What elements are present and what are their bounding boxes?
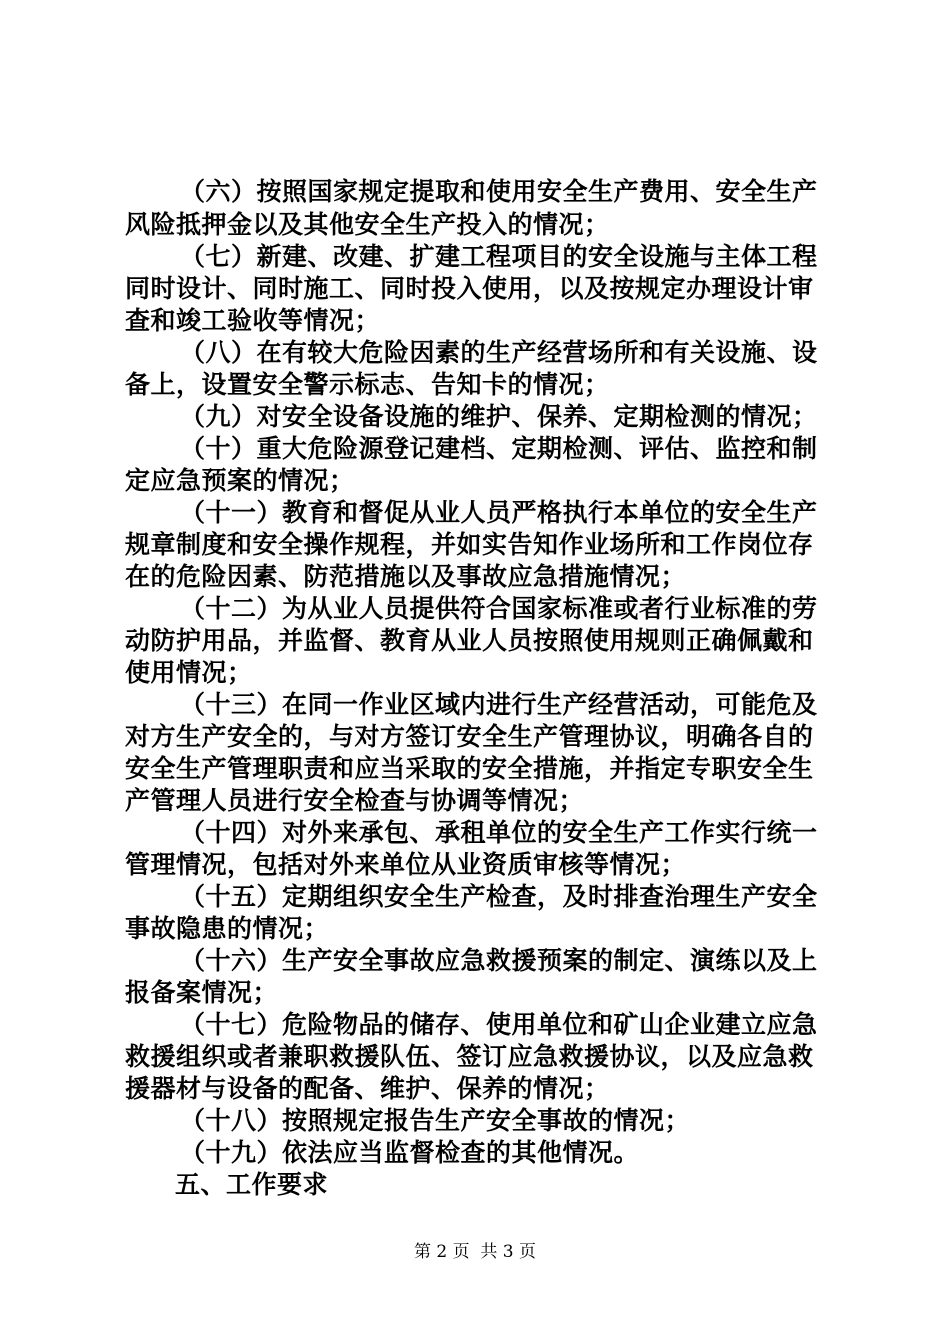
text-line: （九）对安全设备设施的维护、保养、定期检测的情况； — [180, 402, 818, 431]
text-line: 使用情况； — [125, 658, 253, 687]
text-line: 定应急预案的情况； — [125, 466, 355, 495]
text-line: （六）按照国家规定提取和使用安全生产费用、安全生产 — [180, 177, 818, 206]
text-line: 在的危险因素、防范措施以及事故应急措施情况； — [125, 562, 687, 591]
text-line: （十九）依法应当监督检查的其他情况。 — [180, 1138, 640, 1167]
text-line: （十二）为从业人员提供符合国家标准或者行业标准的劳 — [180, 594, 818, 623]
text-line: 对方生产安全的，与对方签订安全生产管理协议，明确各自的 — [125, 722, 814, 751]
text-line: （七）新建、改建、扩建工程项目的安全设施与主体工程 — [180, 242, 818, 271]
text-line: 管理情况，包括对外来单位从业资质审核等情况； — [125, 850, 687, 879]
text-line: （八）在有较大危险因素的生产经营场所和有关设施、设 — [180, 338, 818, 367]
page-footer: 第 2 页 共 3 页 — [413, 1242, 537, 1262]
text-line: （十八）按照规定报告生产安全事故的情况； — [180, 1106, 691, 1135]
text-line: （十五）定期组织安全生产检查，及时排查治理生产安全 — [180, 882, 818, 911]
text-line: （十六）生产安全事故应急救援预案的制定、演练以及上 — [180, 946, 818, 975]
text-line: 安全生产管理职责和应当采取的安全措施，并指定专职安全生 — [125, 754, 814, 783]
text-line: 援器材与设备的配备、维护、保养的情况； — [125, 1074, 610, 1103]
text-line: 产管理人员进行安全检查与协调等情况； — [125, 786, 585, 815]
text-line: 备上，设置安全警示标志、告知卡的情况； — [125, 370, 610, 399]
text-line: 查和竣工验收等情况； — [125, 306, 381, 335]
text-line: 事故隐患的情况； — [125, 914, 330, 943]
text-line: 动防护用品，并监督、教育从业人员按照使用规则正确佩戴和 — [125, 626, 814, 655]
text-line: 救援组织或者兼职救援队伍、签订应急救援协议，以及应急救 — [125, 1042, 814, 1071]
section-heading: 五、工作要求 — [175, 1170, 329, 1199]
text-line: 同时设计、同时施工、同时投入使用，以及按规定办理设计审 — [125, 274, 814, 303]
text-line: （十七）危险物品的储存、使用单位和矿山企业建立应急 — [180, 1010, 818, 1039]
text-line: 风险抵押金以及其他安全生产投入的情况； — [125, 210, 610, 239]
text-line: 规章制度和安全操作规程，并如实告知作业场所和工作岗位存 — [125, 530, 814, 559]
text-line: （十三）在同一作业区域内进行生产经营活动，可能危及 — [180, 690, 818, 719]
text-line: （十）重大危险源登记建档、定期检测、评估、监控和制 — [180, 434, 818, 463]
text-line: （十一）教育和督促从业人员严格执行本单位的安全生产 — [180, 498, 818, 527]
text-line: （十四）对外来承包、承租单位的安全生产工作实行统一 — [180, 818, 818, 847]
text-line: 报备案情况； — [125, 978, 279, 1007]
